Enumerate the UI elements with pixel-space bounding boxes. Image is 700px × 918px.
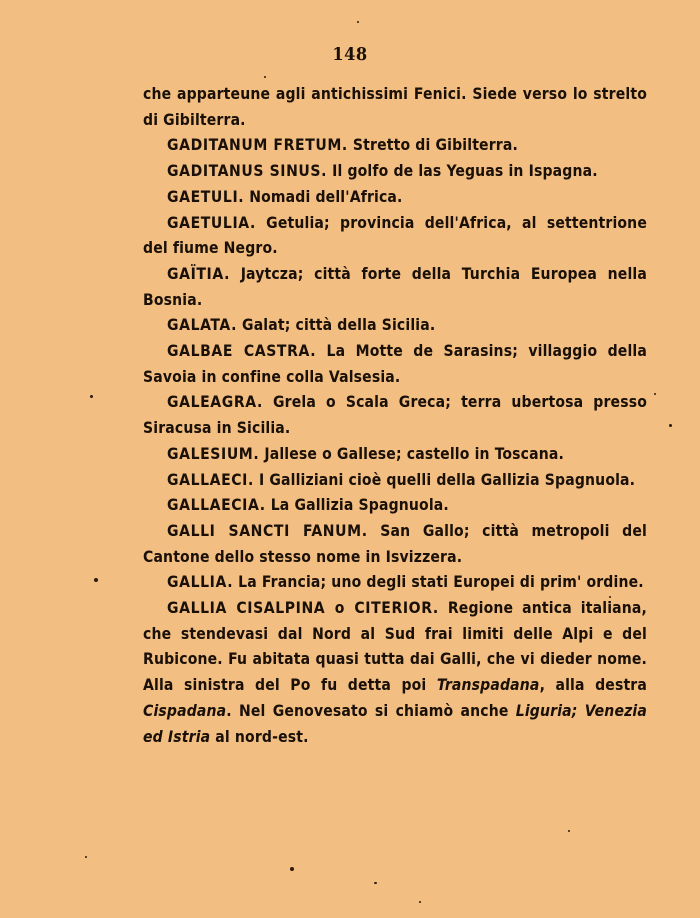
paper-speck: [264, 76, 266, 78]
entry-headword: GAETULI.: [167, 187, 245, 206]
entry-gaetulia: [143, 211, 647, 262]
entry-text: Nomadi dell'Africa.: [244, 187, 403, 206]
entry-text: La Francia; uno degli stati Europei di prim' ordine.: [233, 573, 644, 592]
entry-galesium: [143, 442, 647, 468]
paper-speck: [419, 901, 421, 903]
entry-galli-sancti-fanum: [143, 519, 647, 570]
entry-headword: GALLI SANCTI FANUM.: [167, 521, 368, 540]
paper-speck: [374, 882, 377, 884]
paper-speck: [94, 578, 98, 582]
entry-text: Jaytcza; città forte della Turchia Europea nella Bosnia.: [143, 264, 647, 309]
paper-speck: [609, 596, 611, 598]
paper-speck: [568, 830, 570, 832]
entry-italic-term: Transpadana: [436, 676, 540, 695]
entry-text: Jallese o Gallese; castello in Toscana.: [259, 444, 564, 463]
entry-headword: GADITANUS SINUS.: [167, 162, 328, 181]
entry-text: Getulia; provincia dell'Africa, al settentrione del fiume Negro.: [143, 213, 647, 258]
entry-gaetuli: [143, 185, 647, 211]
entry-text: Regione antica italiana, che stendevasi dal Nord al Sud frai limiti delle Alpi e del Rubicone. Fu abitata quasi tutta dai Galli, che vi dieder nome. Alla sinistra del Po fu detta poi: [143, 599, 647, 695]
entry-text: Stretto di Gibilterra.: [347, 136, 518, 155]
entry-text: Il golfo de las Yeguas in Ispagna.: [327, 162, 598, 181]
entry-text: La Gallizia Spagnuola.: [265, 496, 449, 515]
entry-continuation: [143, 82, 647, 133]
paper-speck: [90, 395, 93, 398]
paper-speck: [357, 21, 359, 23]
entry-headword: GAÏTIA.: [167, 264, 231, 283]
entry-headword: GALLAECI.: [167, 470, 254, 489]
entry-gallaeci: [143, 468, 647, 494]
entry-headword: GALLIA.: [167, 573, 234, 592]
entry-headword: GALESIUM.: [167, 444, 260, 463]
entry-text: . Nel Genovesato si chiamò anche: [226, 701, 516, 720]
page-number: 148: [332, 44, 368, 65]
entry-gallaecia: [143, 493, 647, 519]
entry-gaitia: [143, 262, 647, 313]
entry-galeagra: [143, 390, 647, 441]
entry-text: La Motte de Sarasins; villaggio della Savoia in confine colla Valsesia.: [143, 342, 647, 386]
paper-speck: [654, 393, 656, 395]
entry-headword: GADITANUM FRETUM.: [167, 136, 348, 155]
entry-text: al nord-est.: [210, 727, 309, 746]
entry-headword: GALLAECIA.: [167, 496, 266, 515]
paper-speck: [290, 867, 294, 871]
entry-text: che apparteune agli antichissimi Fenici. Siede verso lo strelto di Gibilterra.: [143, 85, 647, 129]
entry-italic-term: Cispadana: [143, 701, 227, 720]
entry-headword: GALATA.: [167, 316, 237, 335]
entry-headword: GALBAE CASTRA.: [167, 342, 317, 361]
entry-gaditanus-sinus: [143, 159, 647, 185]
entry-gaditanum-fretum: [143, 133, 647, 159]
entry-italic-term: Liguria; Venezia ed Istria: [143, 701, 647, 746]
entry-text: San Gallo; città metropoli del Cantone dello stesso nome in Isvizzera.: [143, 521, 647, 566]
entry-text: Galat; città della Sicilia.: [237, 316, 436, 335]
entry-text: I Galliziani cioè quelli della Gallizia Spagnuola.: [253, 470, 636, 489]
entry-headword: GALLIA CISALPINA o CITERIOR.: [167, 599, 439, 618]
entry-headword: GALEAGRA.: [167, 393, 263, 412]
paper-speck: [669, 424, 672, 427]
entry-galata: [143, 313, 647, 339]
entry-text: Grela o Scala Greca; terra ubertosa presso Siracusa in Sicilia.: [143, 393, 647, 438]
entry-gallia-cisalpina: [143, 596, 647, 750]
entry-text: , alla destra: [539, 676, 647, 695]
paper-speck: [85, 856, 87, 858]
dictionary-text: [143, 82, 647, 750]
entry-galbae-castra: [143, 339, 647, 390]
entry-headword: GAETULIA.: [167, 213, 256, 232]
entry-gallia: [143, 570, 647, 596]
